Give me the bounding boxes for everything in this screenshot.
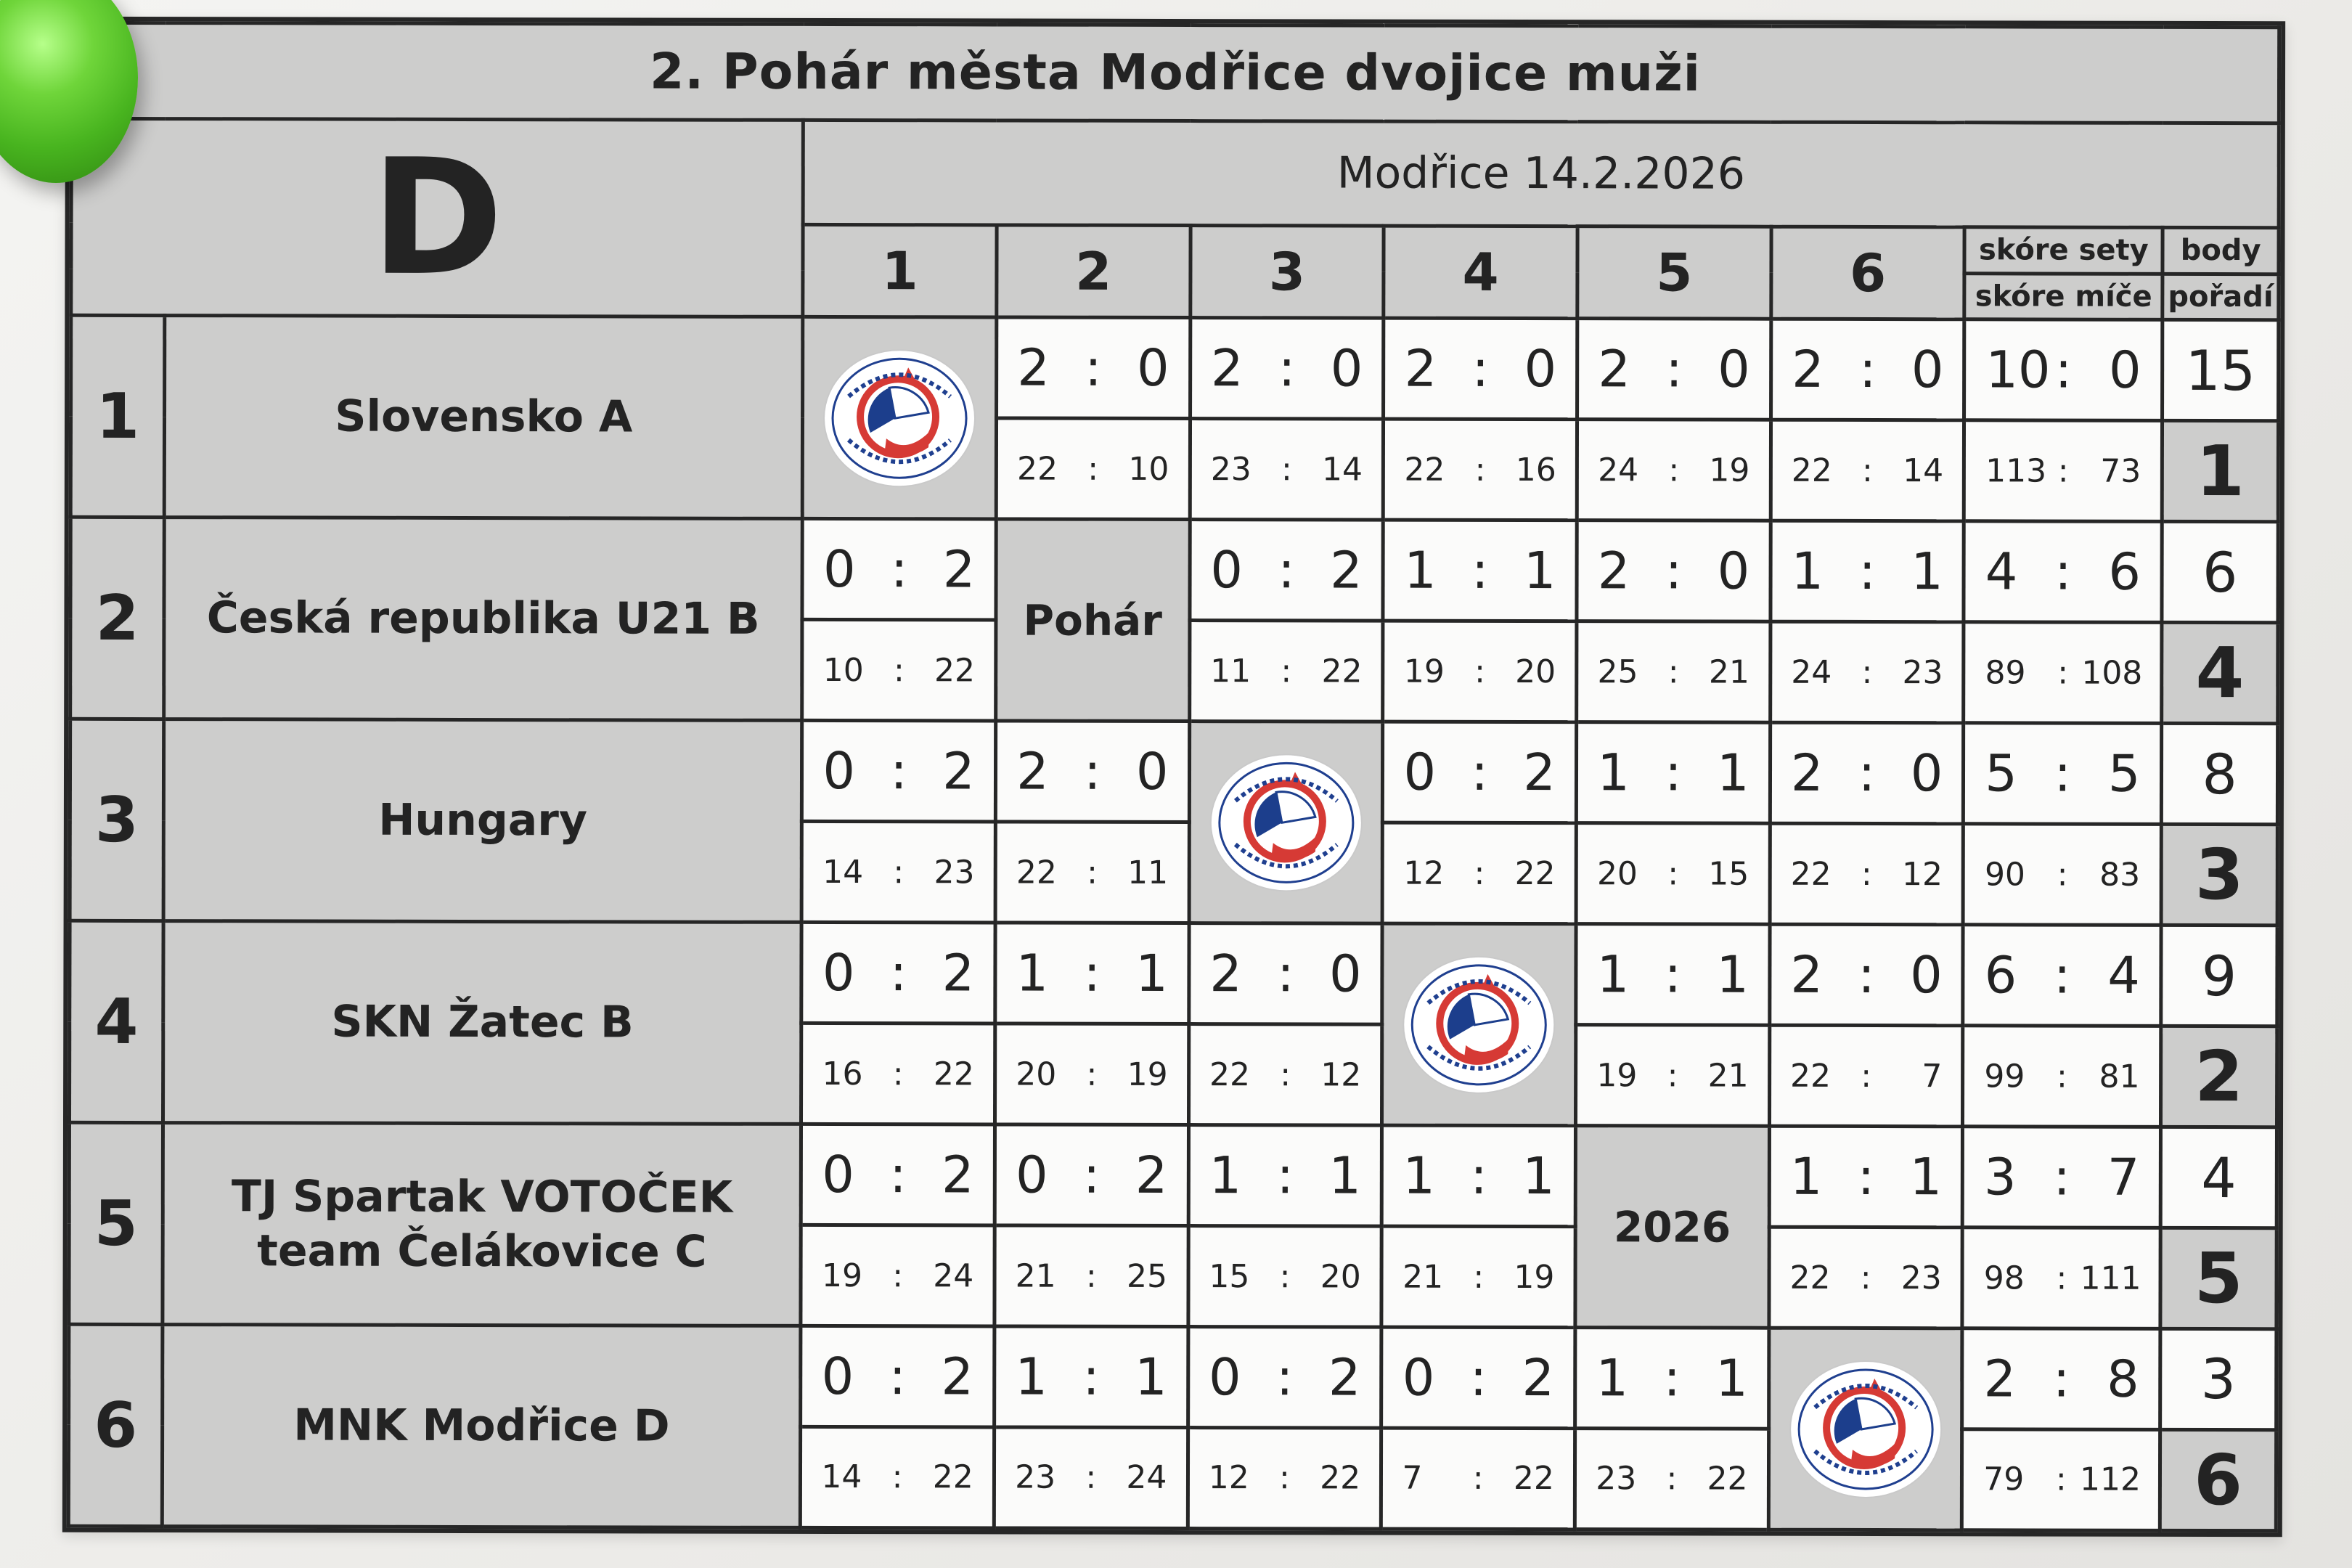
ball-score-cell — [996, 418, 1190, 520]
ball-score: 20 : 15 — [1596, 854, 1749, 893]
set-score: 0 : 2 — [1402, 1347, 1555, 1408]
ball-score: 23 : 22 — [1596, 1460, 1748, 1498]
diagonal-label: Pohár — [996, 519, 1190, 721]
ball-score: 21 : 25 — [1015, 1257, 1168, 1295]
set-score-cell — [995, 1326, 1188, 1428]
set-score: 0 : 2 — [821, 1346, 974, 1407]
set-score-cell — [802, 519, 996, 621]
total-sets-cell — [1964, 723, 2162, 825]
rank: 5 — [2160, 1228, 2277, 1328]
ball-score: 24 : 19 — [1598, 452, 1750, 489]
ball-score-cell — [1383, 621, 1577, 722]
total-balls: 98 : 111 — [1983, 1259, 2141, 1297]
row-number: 1 — [70, 316, 165, 518]
set-score-cell — [1188, 1327, 1381, 1429]
total-balls: 79 : 112 — [1983, 1461, 2141, 1499]
set-score-cell — [995, 923, 1189, 1024]
set-score: 0 : 2 — [1015, 1145, 1168, 1206]
header-rank: pořadí — [2163, 274, 2279, 320]
ball-score: 22 : 16 — [1404, 451, 1556, 489]
set-score: 0 : 2 — [1403, 742, 1556, 803]
team-name-line: SKN Žatec B — [331, 996, 634, 1048]
ball-score-cell — [802, 620, 996, 722]
ball-score-cell — [801, 1426, 995, 1528]
ball-score: 19 : 24 — [821, 1257, 974, 1294]
diagonal-logo-cell — [802, 317, 996, 519]
total-balls: 99 : 81 — [1984, 1057, 2140, 1095]
set-score: 0 : 2 — [822, 539, 976, 600]
total-balls-cell — [1964, 420, 2163, 522]
set-score: 1 : 1 — [1791, 542, 1943, 602]
total-sets-cell — [1964, 319, 2163, 421]
association-logo-icon — [1191, 723, 1381, 921]
ball-score-cell — [1188, 1226, 1382, 1328]
ball-score: 19 : 21 — [1596, 1056, 1749, 1095]
team-row — [69, 1122, 2277, 1228]
points: 8 — [2162, 724, 2278, 825]
set-score-cell — [1381, 1327, 1575, 1429]
ball-score: 22 : 14 — [1791, 452, 1944, 490]
association-logo-icon — [1771, 1330, 1961, 1529]
ball-score: 23 : 14 — [1210, 450, 1363, 489]
set-score-cell — [1577, 520, 1771, 622]
total-sets: 5 : 5 — [1985, 743, 2141, 804]
set-score: 1 : 1 — [1015, 1347, 1167, 1407]
set-score-cell — [1770, 924, 1964, 1026]
set-score-cell — [1575, 1328, 1769, 1429]
ball-score: 22 : 23 — [1789, 1259, 1942, 1297]
ball-score: 10 : 22 — [822, 651, 976, 690]
set-score: 1 : 1 — [1789, 1146, 1943, 1207]
ball-score: 22 : 12 — [1790, 855, 1943, 893]
rank: 3 — [2161, 825, 2277, 926]
ball-score-cell — [1190, 419, 1384, 520]
ball-score-cell — [994, 1427, 1188, 1529]
ball-score: 14 : 23 — [822, 853, 975, 891]
set-score: 1 : 1 — [1404, 541, 1556, 601]
set-score-cell — [995, 1124, 1188, 1226]
table-title: 2. Pohár města Modřice dvojice muži — [71, 23, 2279, 123]
ball-score-cell — [1381, 1428, 1575, 1530]
set-score: 1 : 1 — [1016, 943, 1168, 1004]
points: 3 — [2160, 1328, 2277, 1429]
set-score: 2 : 0 — [1017, 338, 1169, 399]
diagonal-label: 2026 — [1575, 1126, 1769, 1328]
set-score-cell — [995, 721, 1189, 822]
column-number-3: 3 — [1190, 225, 1384, 318]
ball-score-cell — [1770, 823, 1964, 925]
set-score-cell — [1576, 722, 1770, 824]
set-score-cell — [1771, 521, 1964, 623]
ball-score: 22 : 7 — [1790, 1057, 1943, 1095]
ball-score-cell — [1576, 823, 1770, 925]
ball-score-cell — [1382, 822, 1576, 924]
ball-score: 14 : 22 — [821, 1458, 973, 1496]
total-sets: 3 : 7 — [1984, 1147, 2140, 1207]
set-score: 2 : 0 — [1598, 339, 1750, 400]
results-sheet — [62, 17, 2285, 1537]
set-score: 1 : 1 — [1597, 743, 1749, 803]
total-sets: 10: 0 — [1985, 340, 2141, 401]
ball-score: 24 : 23 — [1791, 653, 1943, 692]
header-points: body — [2163, 227, 2279, 274]
ball-score-cell — [1576, 1025, 1770, 1127]
team-name — [164, 518, 803, 721]
set-score: 0 : 2 — [1210, 540, 1363, 600]
set-score-cell — [802, 721, 996, 822]
total-balls-cell — [1962, 1228, 2160, 1329]
ball-score: 15 : 20 — [1209, 1257, 1361, 1296]
ball-score-cell — [1381, 1226, 1575, 1328]
ball-score-cell — [995, 822, 1189, 923]
set-score: 0 : 2 — [822, 741, 975, 801]
ball-score: 12 : 22 — [1403, 854, 1556, 892]
ball-score: 21 : 19 — [1402, 1258, 1555, 1296]
set-score-cell — [1771, 319, 1964, 421]
ball-score: 20 : 19 — [1016, 1055, 1168, 1093]
set-score: 2 : 0 — [1016, 741, 1169, 802]
ball-score-cell — [801, 1225, 995, 1326]
team-name — [165, 316, 804, 519]
rank: 4 — [2162, 623, 2278, 724]
ball-score-cell — [1770, 622, 1964, 724]
set-score-cell — [1190, 520, 1384, 621]
column-number-2: 2 — [997, 225, 1191, 318]
points: 4 — [2160, 1127, 2277, 1228]
row-number: 2 — [70, 518, 165, 719]
ball-score-cell — [1577, 420, 1771, 521]
set-score-cell — [1769, 1126, 1963, 1228]
ball-score-cell — [1771, 420, 1964, 522]
set-score-cell — [801, 1124, 995, 1226]
rank: 6 — [2160, 1429, 2277, 1530]
ball-score-cell — [1577, 621, 1771, 723]
ball-score-cell — [1188, 1024, 1382, 1126]
set-score: 2 : 0 — [1790, 944, 1943, 1005]
set-score: 1 : 1 — [1596, 944, 1749, 1005]
total-balls-cell — [1962, 1429, 2160, 1531]
title-row — [71, 23, 2279, 123]
set-score: 1 : 1 — [1402, 1146, 1555, 1206]
ball-score-cell — [1575, 1429, 1768, 1530]
total-balls: 89 : 108 — [1985, 654, 2143, 692]
set-score-cell — [801, 923, 995, 1024]
column-number-1: 1 — [803, 224, 997, 317]
team-row — [70, 921, 2277, 1026]
ball-score-cell — [1384, 420, 1577, 521]
ball-score: 22 : 12 — [1209, 1055, 1362, 1094]
rank: 1 — [2162, 421, 2278, 522]
rank: 2 — [2161, 1026, 2277, 1127]
set-score-cell — [801, 1326, 995, 1427]
ball-score: 11 : 22 — [1210, 652, 1363, 690]
team-name-line: MNK Modřice D — [293, 1400, 670, 1452]
ball-score: 22 : 11 — [1016, 854, 1169, 891]
set-score: 2 : 0 — [1210, 338, 1363, 399]
column-number-6: 6 — [1771, 226, 1965, 319]
total-sets-cell — [1962, 1328, 2160, 1430]
points: 9 — [2161, 926, 2277, 1026]
set-score: 0 : 2 — [822, 1145, 974, 1205]
diagonal-logo-cell — [1189, 722, 1383, 923]
total-balls: 90 : 83 — [1984, 856, 2141, 894]
row-number: 3 — [70, 719, 164, 921]
team-name — [163, 1123, 801, 1326]
set-score-cell — [1383, 520, 1577, 621]
ball-score-cell — [1188, 1427, 1381, 1529]
total-sets: 6 : 4 — [1984, 945, 2140, 1005]
total-sets-cell — [1963, 1127, 2161, 1228]
ball-score: 12 : 22 — [1208, 1459, 1361, 1498]
set-score-cell — [1190, 318, 1384, 420]
place-date: Modřice 14.2.2026 — [803, 120, 2279, 227]
team-name-line: Česká republika U21 B — [206, 592, 760, 645]
set-score-cell — [1383, 722, 1577, 823]
ball-score-cell — [995, 1225, 1188, 1327]
total-balls: 113 : 73 — [1985, 452, 2141, 490]
column-number-5: 5 — [1577, 226, 1771, 319]
set-score-cell — [1577, 319, 1771, 420]
group-letter: D — [71, 118, 804, 317]
team-name-line: Hungary — [378, 794, 588, 846]
set-score: 2 : 0 — [1792, 340, 1944, 400]
team-name-line: TJ Spartak VOTOČEK — [231, 1170, 733, 1223]
points: 6 — [2162, 522, 2278, 623]
header-sets-score: skóre sety — [1964, 227, 2163, 274]
set-score: 2 : 0 — [1209, 944, 1362, 1004]
row-number: 6 — [68, 1324, 163, 1526]
team-name-line: team Čelákovice C — [257, 1225, 707, 1278]
total-sets-cell — [1964, 521, 2162, 623]
total-balls-cell — [1963, 1026, 2161, 1127]
set-score: 2 : 0 — [1404, 339, 1557, 399]
ball-score: 19 : 20 — [1403, 653, 1556, 690]
team-row — [70, 719, 2277, 825]
set-score: 2 : 0 — [1790, 743, 1943, 804]
team-row — [69, 1324, 2277, 1429]
total-balls-cell — [1964, 824, 2162, 926]
set-score-cell — [1384, 319, 1577, 420]
set-score-cell — [1188, 1125, 1382, 1227]
set-score: 0 : 2 — [1209, 1347, 1361, 1408]
set-score-cell — [1382, 1125, 1576, 1227]
team-name — [163, 921, 802, 1124]
total-balls-cell — [1964, 622, 2162, 724]
row-number: 4 — [69, 921, 163, 1123]
set-score: 1 : 1 — [1209, 1146, 1362, 1206]
team-name — [163, 719, 802, 923]
diagonal-logo-cell — [1768, 1328, 1962, 1530]
set-score-cell — [1770, 723, 1964, 825]
set-score: 1 : 1 — [1596, 1348, 1748, 1408]
set-score-cell — [1188, 923, 1382, 1025]
header-balls-score: skóre míče — [1964, 273, 2163, 319]
ball-score-cell — [801, 1024, 995, 1125]
ball-score-cell — [1769, 1227, 1963, 1328]
association-logo-icon — [1384, 926, 1574, 1124]
points: 15 — [2163, 320, 2279, 421]
results-table — [67, 21, 2281, 1532]
total-sets: 4 : 6 — [1985, 542, 2141, 603]
ball-score-cell — [801, 822, 995, 923]
set-score: 2 : 0 — [1597, 541, 1750, 602]
date-row — [71, 118, 2279, 227]
ball-score-cell — [995, 1024, 1188, 1125]
diagonal-logo-cell — [1382, 923, 1576, 1125]
team-name-line: Slovensko A — [335, 391, 633, 443]
set-score-cell — [996, 317, 1190, 419]
ball-score: 22 : 10 — [1016, 450, 1169, 488]
column-number-4: 4 — [1384, 226, 1577, 319]
team-name — [163, 1325, 801, 1528]
row-number: 5 — [69, 1122, 163, 1324]
ball-score: 16 : 22 — [822, 1055, 974, 1093]
team-row — [70, 518, 2278, 623]
ball-score: 7 : 22 — [1402, 1460, 1554, 1498]
association-logo-icon — [804, 319, 995, 517]
team-row — [71, 316, 2279, 421]
ball-score-cell — [1189, 621, 1383, 722]
ball-score: 23 : 24 — [1015, 1459, 1167, 1497]
total-sets: 2 : 8 — [1983, 1349, 2139, 1409]
ball-score-cell — [1769, 1025, 1963, 1127]
set-score-cell — [1576, 924, 1770, 1026]
set-score: 0 : 2 — [822, 943, 975, 1003]
total-sets-cell — [1963, 925, 2161, 1026]
ball-score: 25 : 21 — [1597, 653, 1749, 691]
